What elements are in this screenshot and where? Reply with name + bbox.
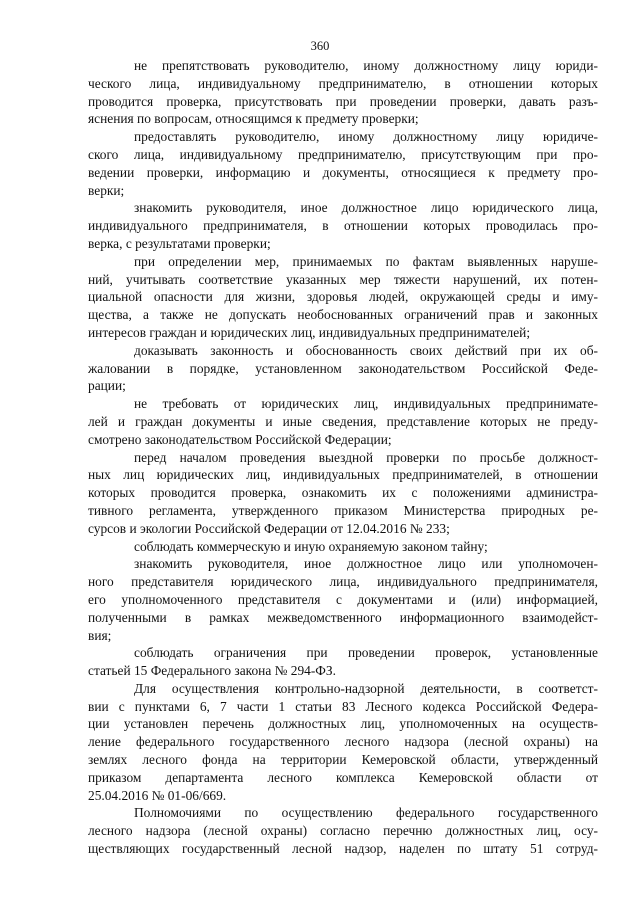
text-line: циальной опасности для жизни, здоровья людей, окружающей среды и иму- [88, 289, 598, 305]
text-line: ного представителя юридического лица, индивидуального предпринимателя, [88, 574, 598, 590]
paragraph [88, 644, 598, 680]
text-line: Полномочиями по осуществлению федерального государственного [134, 805, 598, 821]
text-line: яснения по вопросам, относящимся к предмету проверки; [88, 111, 419, 127]
text-line: щества, а также не допускать необоснованных ограничений прав и законных [88, 307, 598, 323]
text-line: лей и граждан документы и иные сведения, представление которых не преду- [88, 413, 598, 429]
paragraph [88, 342, 598, 395]
page-number: 360 [310, 39, 330, 53]
text-line: доказывать законность и обоснованность своих действий при их об- [134, 342, 598, 358]
text-line: перед началом проведения выездной проверки по просьбе должност- [134, 449, 598, 465]
text-line: ведении проверки, информацию и документы, относящиеся к предмету про- [88, 164, 598, 180]
text-line: полученными в рамках межведомственного информационного взаимодейст- [88, 609, 598, 625]
text-line: которых проводится проверка, ознакомить их с положениями администра- [88, 485, 598, 501]
text-line: при определении мер, принимаемых по фактам выявленных наруше- [134, 253, 598, 269]
text-line: смотрено законодательством Российской Федерации; [88, 431, 392, 447]
text-line: Для осуществления контрольно-надзорной деятельности, в соответст- [134, 680, 598, 696]
text-line: соблюдать коммерческую и иную охраняемую законом тайну; [134, 538, 488, 554]
text-line: ных лиц юридических лиц, индивидуальных предпринимателей, в отношении [88, 467, 598, 483]
text-line: жаловании в порядке, установленном законодательством Российской Феде- [88, 360, 598, 376]
text-line: землях лесного фонда на территории Кемеровской области, утвержденный [88, 752, 598, 768]
text-line: ции установлен перечень должностных лиц, уполномоченных на осуществ- [88, 716, 598, 732]
text-line: приказом департамента лесного комплекса Кемеровской области от [88, 769, 598, 785]
text-line: предоставлять руководителю, иному должностному лицу юридиче- [134, 129, 598, 145]
text-line: ществляющих государственный лесной надзор, наделен по штату 51 сотруд- [88, 841, 598, 857]
text-line: рации; [88, 378, 126, 394]
text-line: вии с пунктами 6, 7 части 1 статьи 83 Лесного кодекса Российской Федера- [88, 698, 598, 714]
text-line: сурсов и экологии Российской Федерации от 12.04.2016 № 233; [88, 520, 450, 536]
text-line: тивного регламента, утвержденного приказом Министерства природных ре- [88, 502, 598, 518]
paragraph [88, 395, 598, 448]
paragraph [88, 253, 598, 342]
text-line: знакомить руководителя, иное должностное лицо юридического лица, [134, 200, 598, 216]
paragraph [88, 199, 598, 252]
text-line: вия; [88, 627, 112, 643]
text-line: ческого лица, индивидуальному предпринимателю, в отношении которых [88, 75, 598, 91]
paragraph [88, 555, 598, 644]
paragraph [88, 538, 598, 556]
text-line: верки; [88, 182, 125, 198]
text-line: соблюдать ограничения при проведении проверок, установленные [134, 645, 598, 661]
paragraph [88, 449, 598, 538]
text-line: статьей 15 Федерального закона № 294-ФЗ. [88, 663, 336, 679]
paragraph [88, 680, 598, 805]
text-line: не требовать от юридических лиц, индивидуальных предпринимате- [134, 396, 598, 412]
paragraph [88, 57, 598, 128]
text-line: не препятствовать руководителю, иному должностному лицу юриди- [134, 58, 598, 73]
text-line: верка, с результатами проверки; [88, 235, 271, 251]
paragraph [88, 128, 598, 199]
text-line: интересов граждан и юридических лиц, индивидуальных предпринимателей; [88, 324, 531, 340]
text-line: лесного надзора (лесной охраны) согласно перечню должностных лиц, осу- [88, 823, 598, 839]
text-line: индивидуального предпринимателя, в отношении которых проводилась про- [88, 218, 598, 234]
text-line: ний, учитывать соответствие указанных мер тяжести нарушений, их потен- [88, 271, 598, 287]
text-line: ление федерального государственного лесного надзора (лесной охраны) на [88, 734, 598, 750]
document-body [88, 57, 598, 858]
text-line: ского лица, индивидуальному предпринимателю, присутствующим при про- [88, 146, 598, 162]
text-line: проводится проверка, присутствовать при проведении проверки, давать разъ- [88, 93, 598, 109]
text-line: знакомить руководителя, иное должностное лицо или уполномочен- [134, 556, 598, 572]
paragraph [88, 804, 598, 857]
text-line: его уполномоченного представителя с документами и (или) информацией, [88, 591, 598, 607]
text-line: 25.04.2016 № 01-06/669. [88, 787, 227, 803]
